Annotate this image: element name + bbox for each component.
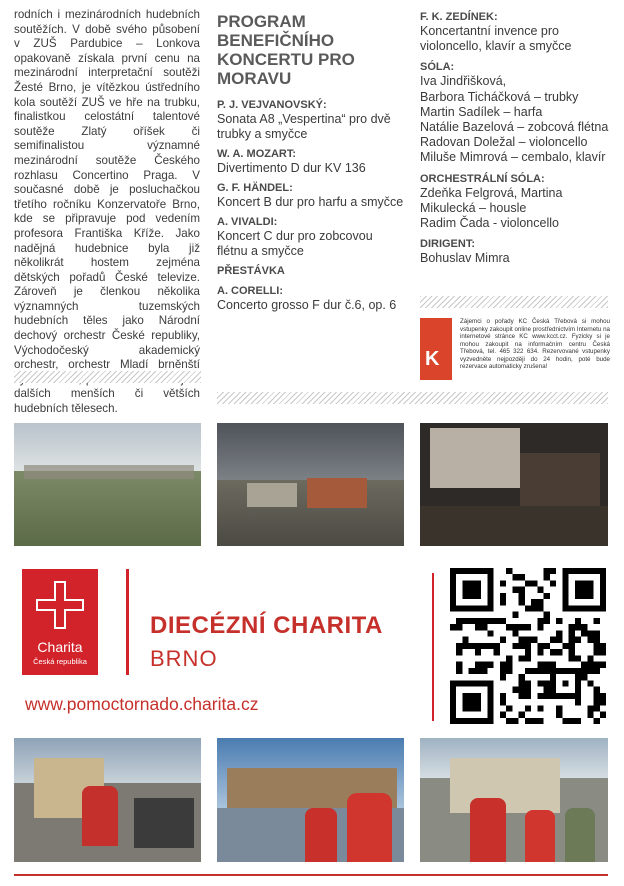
orchestral-soloist-line: Radim Čada - violoncello: [420, 216, 559, 231]
hatch-divider-left: [14, 371, 201, 383]
soloist-line: Iva Jindřišková,: [420, 74, 507, 89]
work-title: Koncert B dur pro harfu a smyčce: [217, 195, 404, 209]
soloists-heading: SÓLA:: [420, 61, 455, 74]
soloists-list: [420, 74, 612, 165]
charity-url-link[interactable]: www.pomoctornado.charita.cz: [25, 694, 259, 714]
orchestral-soloist-line: Zdeňka Felgrová, Martina Mikulecká – housle: [420, 185, 563, 215]
work-title: Divertimento D dur KV 136: [217, 161, 366, 175]
composer-name: G. F. HÄNDEL:: [217, 182, 293, 194]
photo-tornado-fields: [14, 423, 201, 546]
qr-code-icon[interactable]: [450, 568, 606, 724]
soloist-line: Barbora Ticháčková – trubky: [420, 89, 579, 104]
soloist-line: Martin Sadílek – harfa: [420, 104, 543, 119]
charita-logo-name: Charita: [37, 639, 83, 655]
charita-logo-subtitle: Česká republika: [33, 657, 87, 666]
program-item: [217, 147, 405, 176]
hatch-divider-middle: [217, 392, 608, 404]
soloist-line: Miluše Mimrová – cembalo, klavír: [420, 150, 606, 165]
charita-divider: [126, 569, 129, 675]
charita-logo: [22, 569, 98, 675]
org-name-line1: DIECÉZNÍ CHARITA: [150, 612, 383, 639]
program-item: [217, 181, 405, 210]
photo-volunteers-helmet: [14, 738, 201, 862]
photo-volunteers-walking: [420, 738, 608, 862]
conductor-name: Bohuslav Mimra: [420, 251, 510, 266]
biography-text: rodních i mezinárodních hudebních soutěžích. V době svého působení v ZUŠ Pardubice – Lonkova opakovaně získala první cenu na mezinárodní interpretační soutěži Žesté Brno, je vítězkou ústředního kola soutěží ZUŠ ve hře na trubku, finalistkou celostátní talentové soutěže Zlatý oříšek či semifinalistou významné mezinárodní soutěže Českého rozhlasu Concertino Praga. V současné době je posluchačkou třetího ročníku Konzervatoře Brno, kde se připravuje pod vedením profesora Františka Kříže. Jako nadějná hudebnice byla již několikrát hostem zejména dětských pořadů České televize. Zároveň je členkou několika významných tuzemských hudebních těles jako Národní dechový orchestr České republiky, Východočeský akademický orchestr, orchestr Mladí brněnští dalších menších či větších hudebních tělesech.: [14, 8, 200, 416]
zedinek-heading: F. K. ZEDÍNEK:: [420, 11, 498, 23]
intermission-label: PŘESTÁVKA: [217, 265, 285, 277]
composer-name: P. J. VEJVANOVSKÝ:: [217, 99, 327, 111]
program-item: [217, 215, 405, 259]
program-column: [217, 8, 405, 318]
hatch-divider-right: [420, 296, 608, 308]
composer-name: A. VIVALDI:: [217, 216, 278, 228]
soloist-line: Natálie Bazelová – zobcová flétna: [420, 120, 609, 135]
work-title: Sonata A8 „Vespertina“ pro dvě trubky a smyčce: [217, 112, 391, 141]
performers-column: [420, 8, 612, 272]
program-list: [217, 98, 405, 259]
orchestral-soloists-heading: ORCHESTRÁLNÍ SÓLA:: [420, 172, 545, 185]
qr-divider: [432, 573, 434, 721]
work-title: Concerto grosso F dur č.6, op. 6: [217, 298, 397, 312]
photo-volunteers-roof: [217, 738, 404, 862]
photo-damaged-village: [217, 423, 404, 546]
bottom-rule: [14, 874, 608, 876]
photo-destroyed-house: [420, 423, 608, 546]
biography-column: [14, 8, 200, 417]
composer-name: W. A. MOZART:: [217, 148, 297, 160]
kc-logo: [420, 318, 452, 380]
ticket-info: [420, 318, 610, 382]
program-item: [217, 98, 405, 142]
program-item: [217, 284, 405, 313]
charita-cross-icon: [34, 579, 86, 631]
orchestral-soloists-list: [420, 186, 612, 232]
work-title: Koncert C dur pro zobcovou flétnu a smyčce: [217, 229, 373, 258]
ticket-info-text: Zájemci o pořady KC Česká Třebová si mohou vstupenky zakoupit online prostřednictvím Internetu na internetové stránce KC www.kcct.cz. Fyzicky si je mohou zakoupit na informačním centru Česká Třebová, tel. 465 322 634. Rezervované vstupenky vyzvedněte nejpozději do 24 hodin, poté bude rezervace automaticky zrušena!: [460, 318, 610, 370]
conductor-heading: DIRIGENT:: [420, 238, 475, 251]
program-title: PROGRAM BENEFIČNÍHO KONCERTU PRO MORAVU: [217, 12, 355, 88]
kc-logo-letter: K: [425, 348, 440, 370]
program-list-after: [217, 284, 405, 313]
soloist-line: Radovan Doležal – violoncello: [420, 135, 588, 150]
org-name-line2: BRNO: [150, 646, 218, 671]
composer-name: A. CORELLI:: [217, 285, 283, 297]
zedinek-work: Koncertantní invence pro violoncello, klavír a smyčce: [420, 24, 572, 54]
